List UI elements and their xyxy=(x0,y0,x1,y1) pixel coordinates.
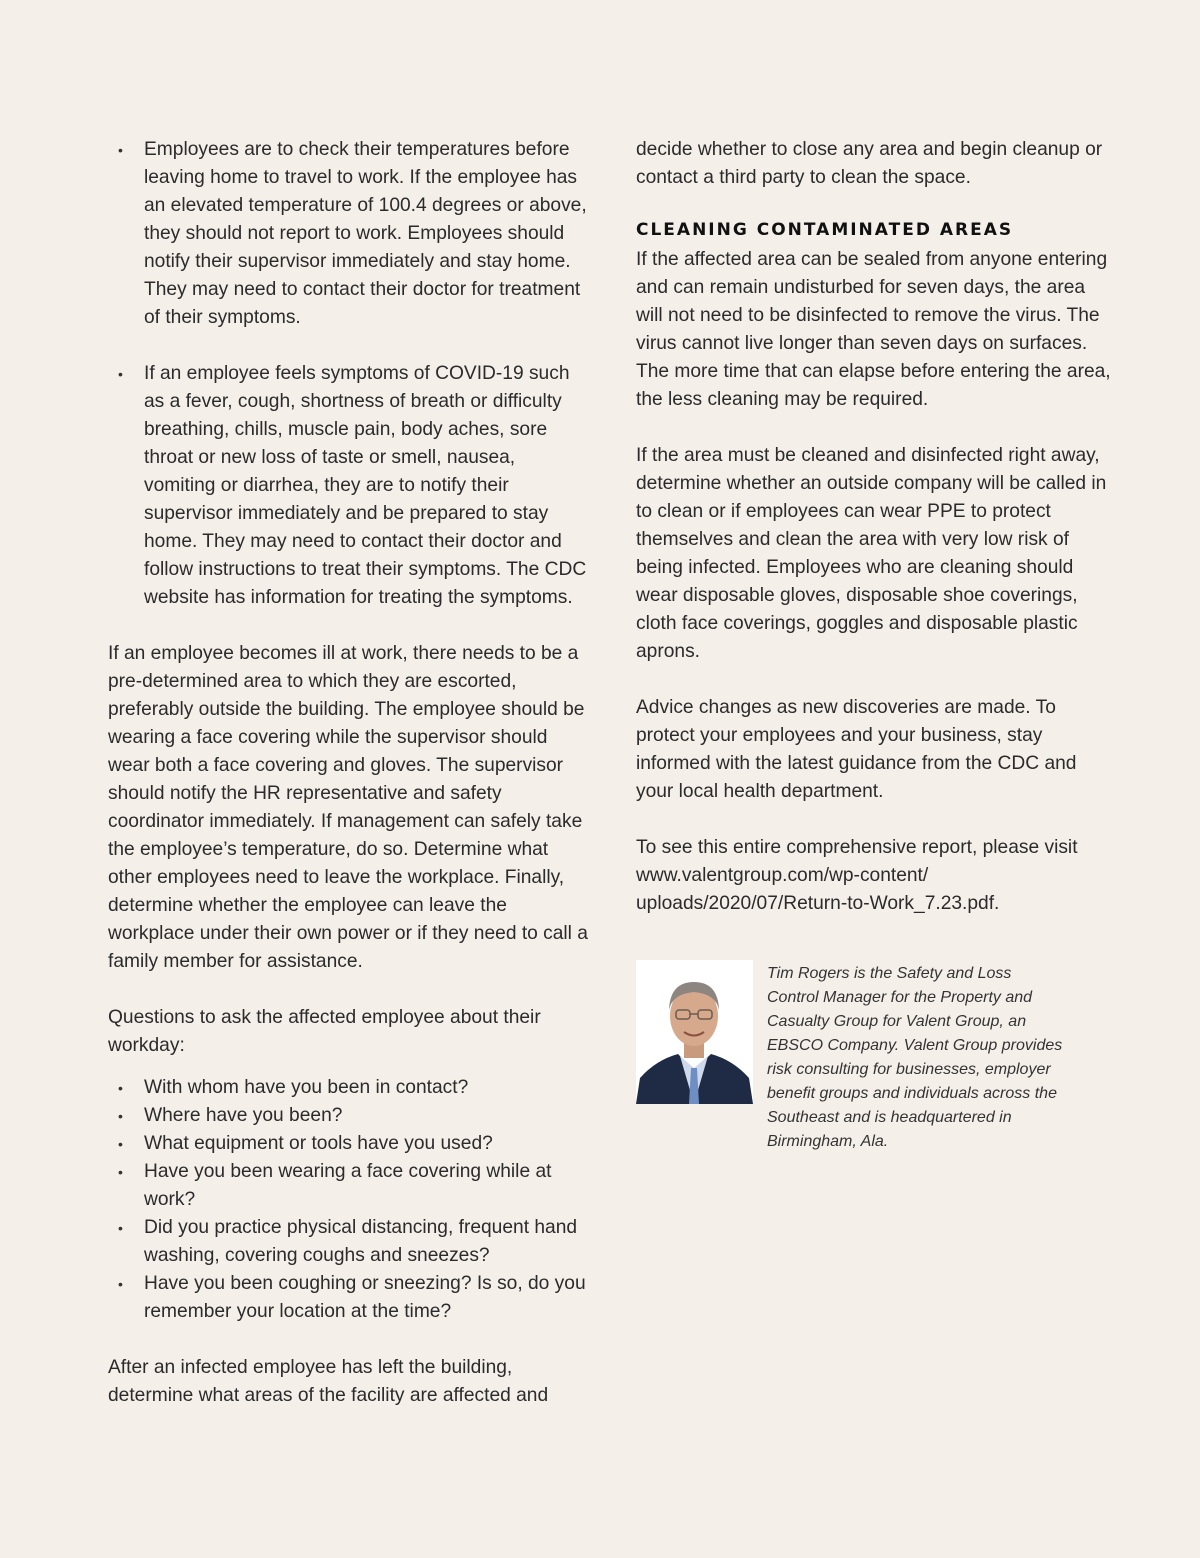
list-item: • With whom have you been in contact? xyxy=(108,1074,588,1102)
symptom-bullet-list xyxy=(108,136,588,612)
list-item: • What equipment or tools have you used? xyxy=(108,1130,588,1158)
list-item: • Have you been wearing a face covering while at work? xyxy=(108,1158,588,1214)
right-column xyxy=(636,136,1114,1154)
report-paragraph xyxy=(636,834,1114,918)
questions-list xyxy=(108,1074,588,1326)
left-column xyxy=(108,136,588,1410)
continued-paragraph: decide whether to close any area and begin cleanup or contact a third party to clean the space. xyxy=(636,139,1103,188)
after-infected-paragraph: After an infected employee has left the building, determine what areas of the facility are affected and xyxy=(108,1357,549,1406)
section-heading: CLEANING CONTAMINATED AREAS xyxy=(636,220,1014,240)
author-bio-text: Tim Rogers is the Safety and Loss Control Manager for the Property and Casualty Group for Valent Group, an EBSCO Company. Valent Group provides risk consulting for businesses, employer benefit groups and individuals across the Southeast and is headquartered in Birmingham, Ala. xyxy=(767,965,1063,1150)
cleaning-paragraph: If the area must be cleaned and disinfected right away, determine whether an outside company will be called in to clean or if employees can wear PPE to protect themselves and clean the area with very low risk of being infected. Employees who are cleaning should wear disposable gloves, disposable shoe coverings, cloth face coverings, goggles and disposable plastic aprons. xyxy=(636,445,1107,662)
ill-at-work-paragraph: If an employee becomes ill at work, there needs to be a pre-determined area to which they are escorted, preferably outside the building. The employee should be wearing a face covering while the supervisor should wear both a face covering and gloves. The supervisor should notify the HR representative and safety coordinator immediately. If management can safely take the employee’s temperature, do so. Determine what other employees need to leave the workplace. Finally, determine whether the employee can leave the workplace under their own power or if they need to call a family member for assistance. xyxy=(108,643,588,972)
list-item: • Did you practice physical distancing, frequent hand washing, covering coughs and sneezes? xyxy=(108,1214,588,1270)
report-text: To see this entire comprehensive report, please visit xyxy=(636,837,1078,858)
list-item: • If an employee feels symptoms of COVID-19 such as a fever, cough, shortness of breath or difficulty breathing, chills, muscle pain, body aches, sore throat or new loss of taste or smell, nausea, vomiting or diarrhea, they are to notify their supervisor immediately and be prepared to stay home. They may need to contact their doctor and follow instructions to treat their symptoms. The CDC website has information for treating the symptoms. xyxy=(108,360,588,612)
report-link-line-1[interactable]: www.valentgroup.com/wp-content/ xyxy=(636,865,929,886)
author-photo xyxy=(636,960,753,1104)
list-item: • Where have you been? xyxy=(108,1102,588,1130)
list-item: • Employees are to check their temperatures before leaving home to travel to work. If the employee has an elevated temperature of 100.4 degrees or above, they should not report to work. Employees should notify their supervisor immediately and stay home. They may need to contact their doctor for treatment of their symptoms. xyxy=(108,136,588,332)
questions-intro: Questions to ask the affected employee about their workday: xyxy=(108,1007,541,1056)
author-bio xyxy=(636,960,1114,1154)
list-item: • Have you been coughing or sneezing? Is so, do you remember your location at the time? xyxy=(108,1270,588,1326)
advice-paragraph: Advice changes as new discoveries are made. To protect your employees and your business, stay informed with the latest guidance from the CDC and your local health department. xyxy=(636,697,1077,802)
report-link-line-2[interactable]: uploads/2020/07/Return-to-Work_7.23.pdf. xyxy=(636,893,1000,914)
sealed-area-paragraph: If the affected area can be sealed from anyone entering and can remain undisturbed for seven days, the area will not need to be disinfected to remove the virus. The virus cannot live longer than seven days on surfaces. The more time that can elapse before entering the area, the less cleaning may be required. xyxy=(636,249,1111,410)
